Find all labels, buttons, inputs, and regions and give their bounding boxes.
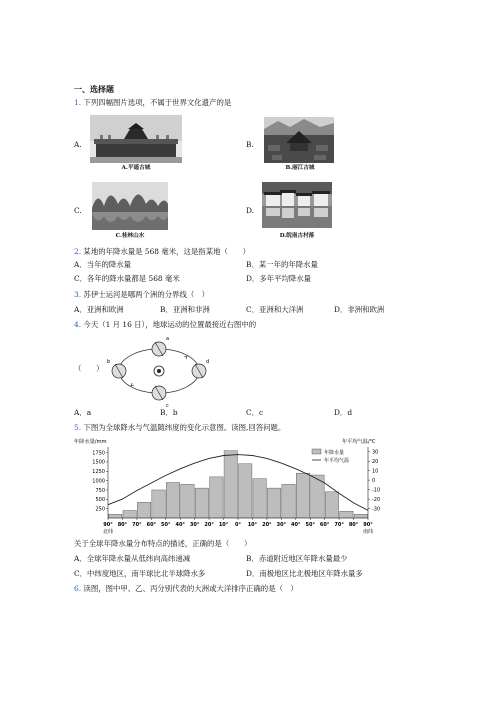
precip-bar [210,477,223,518]
caption-a: A.平遥古城 [121,165,151,171]
question-2 [74,248,250,255]
left-tick-label: 750 [95,487,105,494]
earth-bottom [152,386,166,400]
q5-question: 关于全球年降水量分布特点的描述，正确的是（ ） [74,539,252,548]
x-tick-label: 30° [189,522,200,528]
earth-right [192,364,206,378]
right-tick-label: 30 [372,449,379,456]
q3-option-a: A．亚洲和欧洲 [74,305,124,314]
right-tick-label: -30 [372,506,381,513]
diagram-label-a: a [166,336,170,342]
question-6 [74,585,298,592]
precip-bar [181,484,194,518]
diagram-label-c: c [166,403,169,409]
question-4 [74,321,256,328]
q2-option-c: C．各年的降水量都是 568 毫米 [74,274,180,283]
x-tick-label: 10° [218,522,229,528]
q4-blank: （ ） [74,364,104,373]
x-tick-label: 30° [276,522,287,528]
right-tick-label: 0 [372,477,376,484]
x-tick-label: 40° [175,522,185,528]
legend-bar-label: 年降水量 [324,450,345,456]
x-tick-label: 70° [334,522,344,528]
caption-b: B.丽江古城 [285,165,315,171]
x-end-label-south: 南纬 [362,529,374,535]
x-tick-label: 70° [132,522,142,528]
x-tick-label: 20° [204,522,214,528]
precip-bar [325,492,338,518]
precip-bar [267,488,280,518]
x-tick-label: 50° [161,522,171,528]
question-3 [74,291,209,298]
x-tick-label: 40° [291,522,301,528]
x-tick-label: 90° [103,522,113,528]
q4-option-d: D．d [334,408,353,417]
left-tick-label: 1000 [92,478,105,485]
left-tick-label: 1250 [92,469,105,476]
x-tick-label: 90° [363,522,373,528]
right-tick-label: 10 [372,468,379,475]
q3-option-b: B．亚洲和非洲 [160,305,210,314]
option-letter-c: C. [74,206,82,215]
precip-bar [282,484,295,518]
q3-option-d: D．非洲和欧洲 [334,305,385,314]
left-tick-label: 1750 [92,450,105,457]
question-number: 1. [74,98,82,107]
q5-option-b: B．赤道附近地区年降水量最少 [246,554,348,563]
diagram-label-d: d [206,359,210,365]
x-tick-label: 60° [146,522,157,528]
question-stem: 今天（1 月 16 日），地球运动的位置最接近右图中的 [83,320,257,329]
legend-bar-swatch [312,449,321,454]
x-tick-label: 20° [262,522,272,528]
q4-option-c: C．c [246,408,264,417]
right-tick-label: -20 [372,496,381,503]
precip-bar [137,502,150,518]
x-end-label-north: 北纬 [102,529,114,535]
q2-option-a: A．当年的降水量 [74,260,132,269]
photo-guilin [92,182,168,230]
legend-line-label: 年平均气温 [324,458,350,464]
left-tick-label: 250 [95,506,105,513]
photo-pingyao [90,115,182,163]
precip-bar [123,511,136,518]
right-tick-label: -10 [372,487,381,494]
left-tick-label: 1500 [92,459,105,466]
precip-bar [224,451,237,518]
left-tick-label: 500 [95,497,105,504]
y-right-label: 年平均气温/℃ [342,439,376,445]
precip-bar [152,490,165,518]
y-left-label: 年降水量/mm [74,439,107,445]
x-tick-label: 80° [348,522,359,528]
question-stem: 某地的年降水量是 568 毫米，这是指某地（ ） [83,247,251,256]
q4-option-b: B．b [160,408,178,417]
precip-bar [166,483,179,519]
precip-bar [109,514,122,518]
precip-temp-chart [72,434,398,538]
caption-d: D.皖南古村落 [279,233,315,239]
question-number: 2. [74,247,82,256]
x-tick-label: 60° [319,522,330,528]
caption-c: C.桂林山水 [115,233,145,239]
option-letter-a: A. [74,140,82,149]
x-tick-label: 0° [235,522,241,528]
x-tick-label: 50° [305,522,315,528]
precip-bar [195,488,208,518]
q3-option-c: C．亚洲和大洋洲 [246,305,304,314]
precip-bar [296,473,309,518]
precip-bar [239,464,252,518]
earth-top [152,342,166,356]
option-letter-b: B. [246,140,254,149]
option-letter-d: D. [246,206,255,215]
right-tick-label: 20 [372,459,379,465]
precip-bar [253,479,266,518]
question-number: 5. [74,423,82,432]
section-title: 一、选择题 [74,85,114,94]
q2-option-d: D．多年平均降水量 [246,274,312,283]
q5-option-a: A．全球年降水量从低纬向高纬递减 [74,554,191,563]
question-5 [74,424,285,431]
x-tick-label: 10° [247,522,258,528]
question-stem: 下图为全球降水与气温随纬度的变化示意图。读图,回答问题。 [83,423,286,432]
question-1 [74,99,231,106]
question-number: 3. [74,290,82,299]
precip-bar [340,511,353,518]
question-stem: 读图，图中甲、乙、丙分别代表的大洲或大洋排序正确的是（ ） [83,584,298,593]
question-number: 4. [74,320,82,329]
question-number: 6. [74,584,82,593]
question-stem: 下列四幅图片选项，不属于世界文化遗产的是 [83,98,232,107]
x-tick-label: 80° [117,522,128,528]
q4-option-a: A．a [74,408,92,417]
q5-option-d: D．南极地区比北极地区年降水量多 [246,569,363,578]
q2-option-b: B．某一年的年降水量 [246,260,318,269]
q5-option-c: C．中纬度地区，南半球比北半球降水多 [74,569,206,578]
diagram-label-b: b [107,359,111,365]
photo-lijiang [264,117,334,163]
earth-orbit-diagram [106,333,212,409]
question-stem: 苏伊士运河是哪两个洲的分界线（ ） [83,290,210,299]
precip-bar [354,514,367,518]
photo-wannan-village [262,182,332,228]
chart-legend [312,449,349,464]
earth-left [112,364,126,378]
